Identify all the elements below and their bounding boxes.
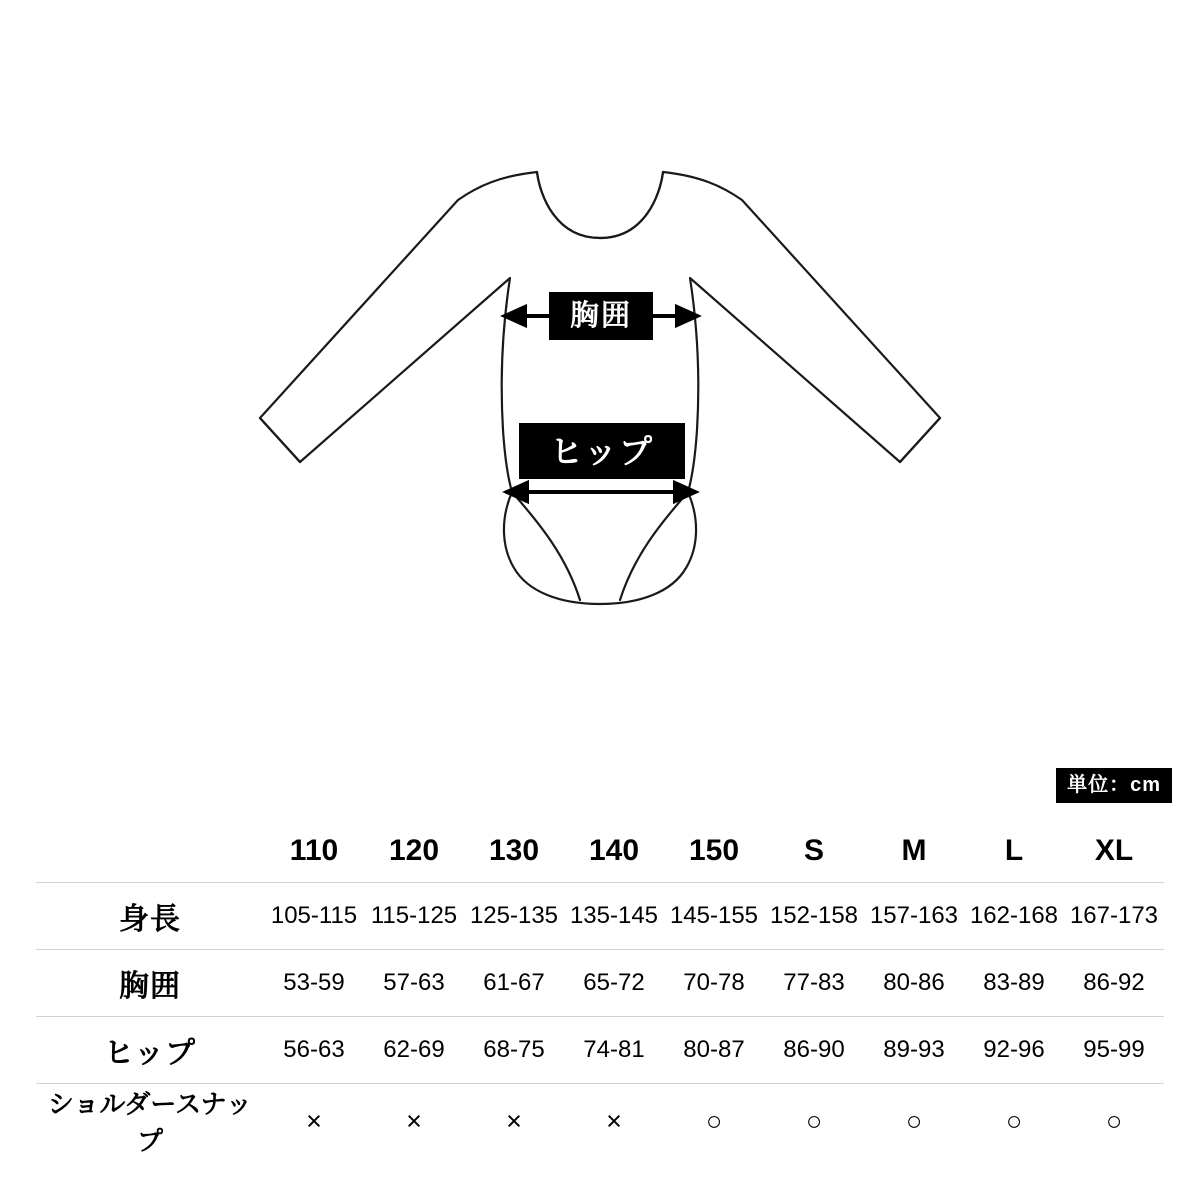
table-corner-cell: [36, 820, 264, 883]
cell-shoulder-snap-120: ×: [406, 1105, 422, 1136]
bust-label: 胸囲: [549, 292, 653, 340]
cell-hip-l: 92-96: [983, 1036, 1045, 1063]
size-chart-table: [36, 820, 1164, 1158]
cell-bust-120: 57-63: [383, 969, 445, 996]
cell-shoulder-snap-xl: ○: [1105, 1105, 1123, 1136]
cell-height-150: 145-155: [669, 902, 759, 929]
cell-height-m: 157-163: [869, 902, 959, 929]
cell-bust-l: 83-89: [983, 969, 1045, 996]
hip-label: ヒップ: [519, 423, 685, 479]
cell-bust-m: 80-86: [883, 969, 945, 996]
cell-height-130: 125-135: [469, 902, 559, 929]
cell-hip-130: 68-75: [483, 1036, 545, 1063]
size-column-header-m: M: [864, 820, 964, 883]
cell-shoulder-snap-110: ×: [306, 1105, 322, 1136]
cell-height-120: 115-125: [370, 902, 458, 929]
row-label-shoulder-snap: ショルダースナップ: [47, 1089, 253, 1156]
cell-height-l: 162-168: [969, 902, 1059, 929]
cell-shoulder-snap-l: ○: [1005, 1105, 1023, 1136]
cell-height-s: 152-158: [769, 902, 859, 929]
unit-badge: 単位：cm: [1056, 768, 1172, 803]
size-column-header-150: 150: [664, 820, 764, 883]
cell-hip-xl: 95-99: [1083, 1036, 1145, 1063]
size-column-header-140: 140: [564, 820, 664, 883]
cell-bust-130: 61-67: [483, 969, 545, 996]
cell-height-110: 105-115: [270, 902, 358, 929]
row-label-bust: 胸囲: [119, 970, 181, 1003]
cell-shoulder-snap-m: ○: [905, 1105, 923, 1136]
cell-bust-s: 77-83: [783, 969, 845, 996]
cell-hip-150: 80-87: [683, 1036, 745, 1063]
cell-shoulder-snap-150: ○: [705, 1105, 723, 1136]
row-label-hip: ヒップ: [103, 1037, 197, 1070]
cell-bust-110: 53-59: [283, 969, 345, 996]
cell-shoulder-snap-140: ×: [606, 1105, 622, 1136]
size-column-header-xl: XL: [1064, 820, 1164, 883]
size-column-header-130: 130: [464, 820, 564, 883]
cell-shoulder-snap-s: ○: [805, 1105, 823, 1136]
size-column-header-120: 120: [364, 820, 464, 883]
cell-hip-s: 86-90: [783, 1036, 845, 1063]
cell-hip-m: 89-93: [883, 1036, 945, 1063]
cell-bust-xl: 86-92: [1083, 969, 1145, 996]
table-row: [36, 950, 1164, 1017]
table-row: [36, 883, 1164, 950]
size-column-header-110: 110: [264, 820, 364, 883]
cell-shoulder-snap-130: ×: [506, 1105, 522, 1136]
cell-bust-150: 70-78: [683, 969, 745, 996]
cell-height-140: 135-145: [569, 902, 659, 929]
cell-hip-120: 62-69: [383, 1036, 445, 1063]
table-header-row: [36, 820, 1164, 883]
cell-hip-110: 56-63: [283, 1036, 345, 1063]
cell-hip-140: 74-81: [583, 1036, 645, 1063]
row-label-height: 身長: [119, 903, 181, 936]
size-column-header-s: S: [764, 820, 864, 883]
table-row: [36, 1084, 1164, 1159]
table-row: [36, 1017, 1164, 1084]
size-column-header-l: L: [964, 820, 1064, 883]
cell-height-xl: 167-173: [1069, 902, 1159, 929]
cell-bust-140: 65-72: [583, 969, 645, 996]
